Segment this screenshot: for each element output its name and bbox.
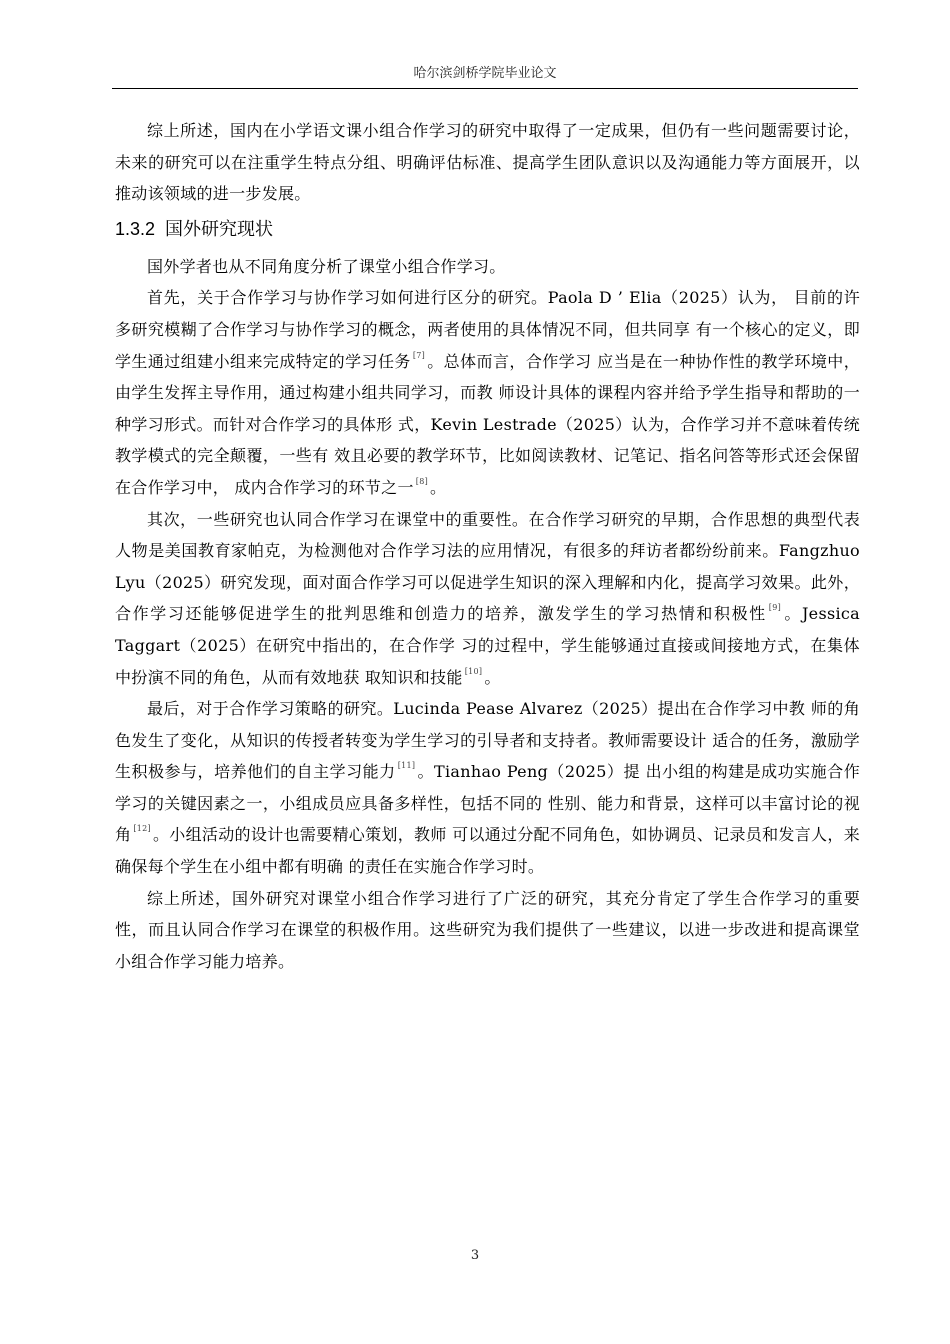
paragraph-text: 。Tianhao Peng（2025）提 出小组的构建是成功实施合作学习的关键因素之一，小组成员应具备多样性，包括不同的 性别、能力和背景，这样可以丰富讨论的视角 (115, 762, 860, 845)
paragraph-text: 最后，对于合作学习策略的研究。Lucinda Pease Alvarez（2025）提出在合作学习中教 师的角色发生了变化，从知识的传授者转变为学生学习的引导者和支持者。教师需要设计 适合的任务，激励学生积极参与，培养他们的自主学习能力 (115, 699, 860, 782)
citation-ref: [10] (464, 666, 483, 676)
page-header: 哈尔滨剑桥学院毕业论文 (413, 66, 557, 81)
paragraph-text: 。小组活动的设计也需要精心策划，教师 可以通过分配不同角色，如协调员、记录员和发言人，来确保每个学生在小组中都有明确 的责任在实施合作学习时。 (115, 825, 860, 877)
paragraph-text: 。 (430, 477, 447, 497)
section-title: 国外研究现状 (165, 218, 274, 240)
header-divider (112, 88, 858, 89)
paragraph-distinction (115, 282, 860, 503)
paragraph-importance (115, 504, 860, 694)
paragraph-text: 其次，一些研究也认同合作学习在课堂中的重要性。在合作学习研究的早期，合作思想的典型代表人物是美国教育家帕克，为检测他对合作学习法的应用情况，有很多的拜访者都纷纷前来。Fangzhuo Lyu（2025）研究发现，面对面合作学习可以促进学生知识的深入理解和内化，提高学习效果。此外，合作学习还能够促进学生的批判思维和创造力的培养，激发学生的学习热情和积极性 (115, 509, 860, 624)
paragraph-text: 。总体而言，合作学习 应当是在一种协作性的教学环境中，由学生发挥主导作用，通过构建小组共同学习，而教 师设计具体的课程内容并给予学生指导和帮助的一种学习形式。而针对合作学习的具体形 式，Kevin Lestrade（2025）认为，合作学习并不意味着传统教学模式的完全颠覆，一些有 效且必要的教学环节，比如阅读教材、记笔记、指名问答等形式还会保留在合作学习中， 成内合作学习的环节之一 (115, 351, 860, 497)
citation-ref: [11] (397, 761, 416, 771)
document-body (115, 115, 860, 977)
paragraph-text: 首先，关于合作学习与协作学习如何进行区分的研究。Paola D ’ Elia（2025）认为， 目前的许多研究模糊了合作学习与协作学习的概念，两者使用的具体情况不同，但共同享 有一个核心的定义，即学生通过组建小组来完成特定的学习任务 (115, 288, 860, 371)
page-number: 3 (470, 1248, 480, 1263)
citation-ref: [8] (415, 476, 429, 486)
section-heading (115, 214, 860, 245)
paragraph-intro: 国外学者也从不同角度分析了课堂小组合作学习。 (147, 256, 506, 276)
paragraph-text: 。 (484, 667, 501, 687)
citation-ref: [7] (412, 350, 426, 360)
citation-ref: [9] (768, 603, 782, 613)
paragraph-text: 。Jessica Taggart（2025）在研究中指出的，在合作学 习的过程中，学生能够通过直接或间接地方式，在集体中扮演不同的角色，从而有效地获 取知识和技能 (115, 604, 860, 687)
citation-ref: [12] (133, 824, 151, 834)
paragraph-domestic-summary: 综上所述，国内在小学语文课小组合作学习的研究中取得了一定成果，但仍有一些问题需要讨论，未来的研究可以在注重学生特点分组、明确评估标准、提高学生团队意识以及沟通能力等方面展开，以推动该领域的进一步发展。 (115, 121, 860, 204)
paragraph-foreign-summary: 综上所述，国外研究对课堂小组合作学习进行了广泛的研究，其充分肯定了学生合作学习的重要性，而且认同合作学习在课堂的积极作用。这些研究为我们提供了一些建议，以进一步改进和提高课堂小组合作学习能力培养。 (115, 888, 860, 971)
paragraph-strategy (115, 693, 860, 883)
section-number: 1.3.2 (115, 218, 156, 239)
